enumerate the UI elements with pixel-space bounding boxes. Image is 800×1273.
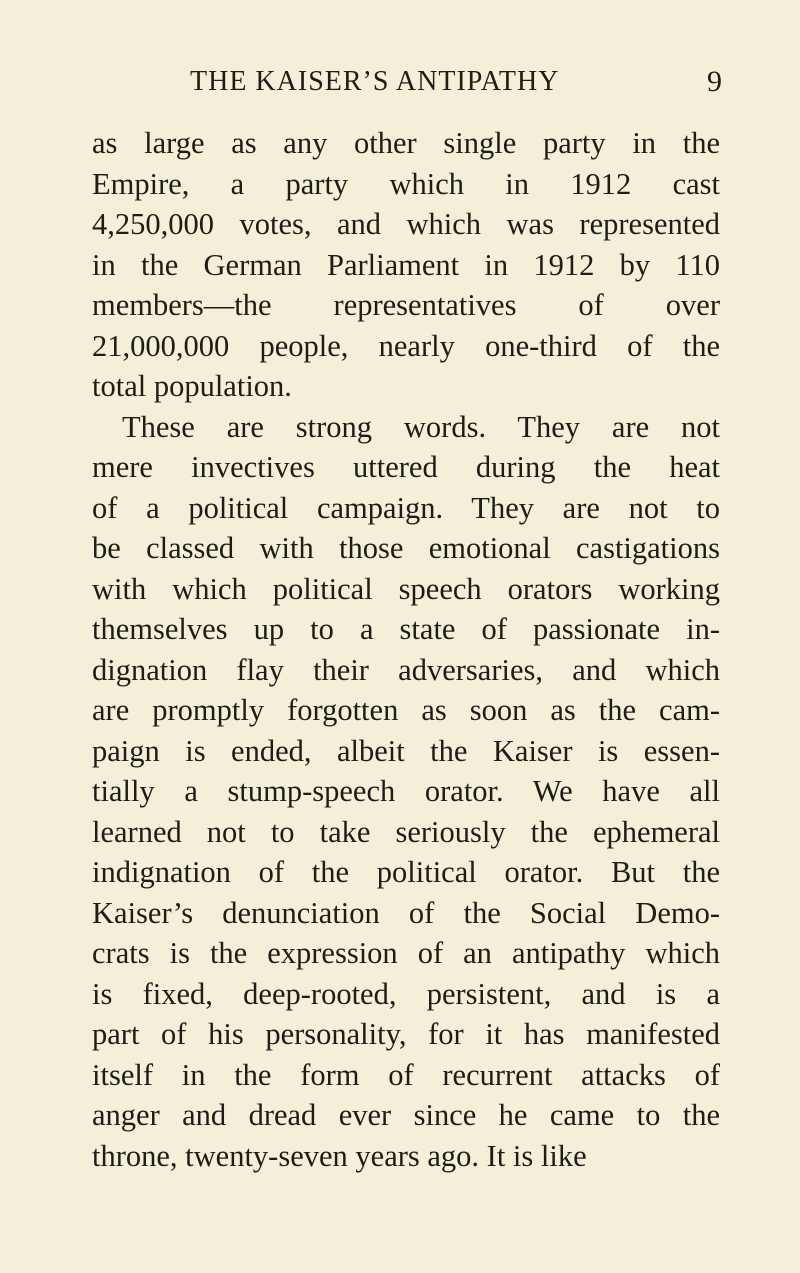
text-line: in the German Parliament in 1912 by 110 <box>92 247 720 282</box>
text-line: dignation flay their adversaries, and which <box>92 652 720 687</box>
text-line: crats is the expression of an antipathy which <box>92 936 720 970</box>
text-line: learned not to take seriously the ephemeral <box>92 814 720 849</box>
text-line: themselves up to a state of passionate in- <box>92 612 720 646</box>
text-line: throne, twenty-seven years ago. It is like <box>92 1138 587 1173</box>
text-line: indignation of the political orator. But the <box>92 855 720 889</box>
text-line: Kaiser’s denunciation of the Social Demo- <box>92 895 720 930</box>
running-title: THE KAISER’S ANTIPATHY <box>190 66 560 97</box>
text-line: tially a stump-speech orator. We have all <box>92 774 720 808</box>
text-line: 21,000,000 people, nearly one-third of the <box>92 328 720 363</box>
text-line: as large as any other single party in the <box>92 126 720 160</box>
text-line: paign is ended, albeit the Kaiser is essen- <box>92 733 720 768</box>
text-line: be classed with those emotional castigations <box>92 531 720 565</box>
text-line: Empire, a party which in 1912 cast <box>92 166 720 201</box>
text-line: with which political speech orators working <box>92 571 720 606</box>
text-line: mere invectives uttered during the heat <box>92 450 720 484</box>
text-line: itself in the form of recurrent attacks of <box>92 1057 720 1092</box>
text-line: are promptly forgotten as soon as the cam- <box>92 693 720 727</box>
text-line: of a political campaign. They are not to <box>92 490 720 525</box>
body-text <box>92 123 720 1176</box>
text-line: members—the representatives of over <box>92 288 720 322</box>
page-number: 9 <box>707 65 722 98</box>
text-line: part of his personality, for it has manifested <box>92 1017 720 1051</box>
text-line: 4,250,000 votes, and which was represented <box>92 207 720 241</box>
text-line: anger and dread ever since he came to the <box>92 1098 720 1132</box>
running-head <box>92 62 722 102</box>
text-line: These are strong words. They are not <box>122 409 720 444</box>
text-line: is fixed, deep-rooted, persistent, and is a <box>92 976 720 1011</box>
text-line: total population. <box>92 369 292 403</box>
